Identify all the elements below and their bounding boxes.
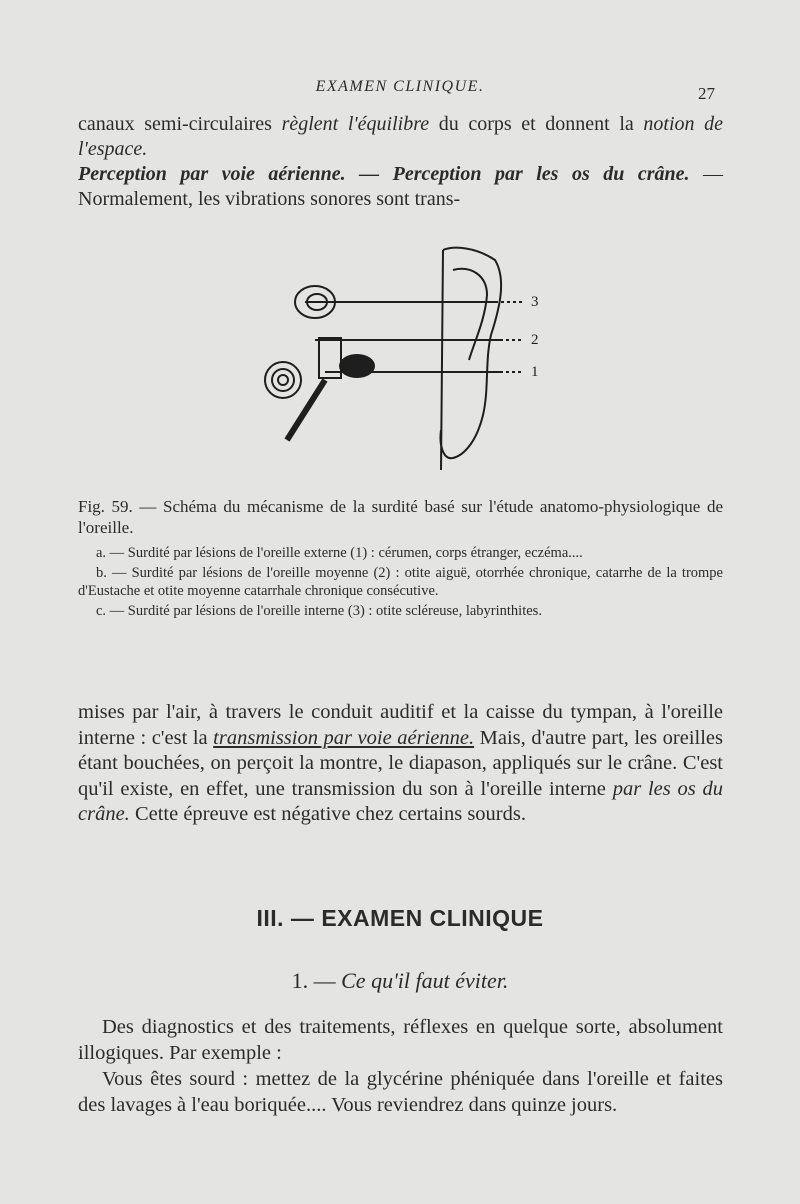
subsection-label: Ce qu'il faut éviter. — [341, 968, 509, 993]
figure-label-3: 3 — [531, 294, 539, 310]
eustachian-tube — [287, 380, 325, 440]
page-number: 27 — [698, 84, 715, 103]
subsection-title — [0, 968, 800, 994]
middle-ear-cavity — [339, 354, 375, 378]
text-run: du corps et donnent la — [429, 113, 644, 135]
figure-label-2: 2 — [531, 332, 539, 348]
top-paragraph — [78, 112, 723, 212]
paragraph: Vous êtes sourd : mettez de la glycérine phéniquée dans l'oreille et faites des lavages à l'eau boriquée.... Vous reviendrez dans quinze jours. — [78, 1068, 723, 1116]
text-run-italic: règlent l'équilibre — [281, 113, 430, 135]
note-c: c. — Surdité par lésions de l'oreille interne (3) : otite scléreuse, labyrinthites. — [96, 603, 542, 619]
note-b: b. — Surdité par lésions de l'oreille moyenne (2) : otite aiguë, otorrhée chronique, catarrhe de la trompe d'Eustache et otite moyenne catarrhale chronique consécutive. — [78, 565, 723, 599]
text-run-italic: notion de l'espace. — [78, 113, 723, 160]
figure-caption — [78, 496, 723, 538]
outer-ear-fold — [441, 250, 443, 470]
cochlea — [265, 362, 301, 398]
figure-notes — [78, 544, 723, 622]
ear-diagram — [255, 240, 555, 480]
text-run-italic: transmission par voie aérienne. — [213, 726, 475, 749]
bottom-paragraphs — [78, 1014, 723, 1118]
section-title: III. — EXAMEN CLINIQUE — [256, 905, 544, 931]
outer-ear-inner — [453, 269, 487, 360]
text-run: — Normalement, les vibrations sonores sont trans- — [78, 163, 723, 210]
heading-inline: Perception par voie aérienne. — Perception par les os du crâne. — [78, 163, 690, 185]
text-run: Cette épreuve est négative chez certains sourds. — [129, 803, 526, 825]
note-a: a. — Surdité par lésions de l'oreille externe (1) : cérumen, corps étranger, eczéma.... — [96, 545, 583, 561]
subsection-number: 1. — — [291, 968, 342, 993]
running-head: EXAMEN CLINIQUE. — [315, 78, 485, 95]
middle-paragraph — [78, 700, 723, 828]
text-run: mises par l'air, à travers le conduit auditif et la caisse du tympan, à l'oreille interne : c'est la — [78, 701, 723, 749]
paragraph: Des diagnostics et des traitements, réflexes en quelque sorte, absolument illogiques. Par exemple : — [78, 1016, 723, 1064]
text-run: Mais, d'autre part, les oreilles étant bouchées, on perçoit la montre, le diapason, appliqués sur le crâne. C'est qu'il existe, en effet, une transmission du son à l'oreille interne — [78, 726, 723, 800]
figure-label-1: 1 — [531, 364, 539, 380]
figure-number: Fig. 59. — — [78, 497, 163, 516]
text-run-italic: par les os du crâne. — [78, 777, 723, 825]
text-run: canaux semi-circulaires — [78, 113, 282, 135]
figure-title: Schéma du mécanisme de la surdité basé sur l'étude anatomo-physiologique de l'oreille. — [78, 497, 723, 537]
